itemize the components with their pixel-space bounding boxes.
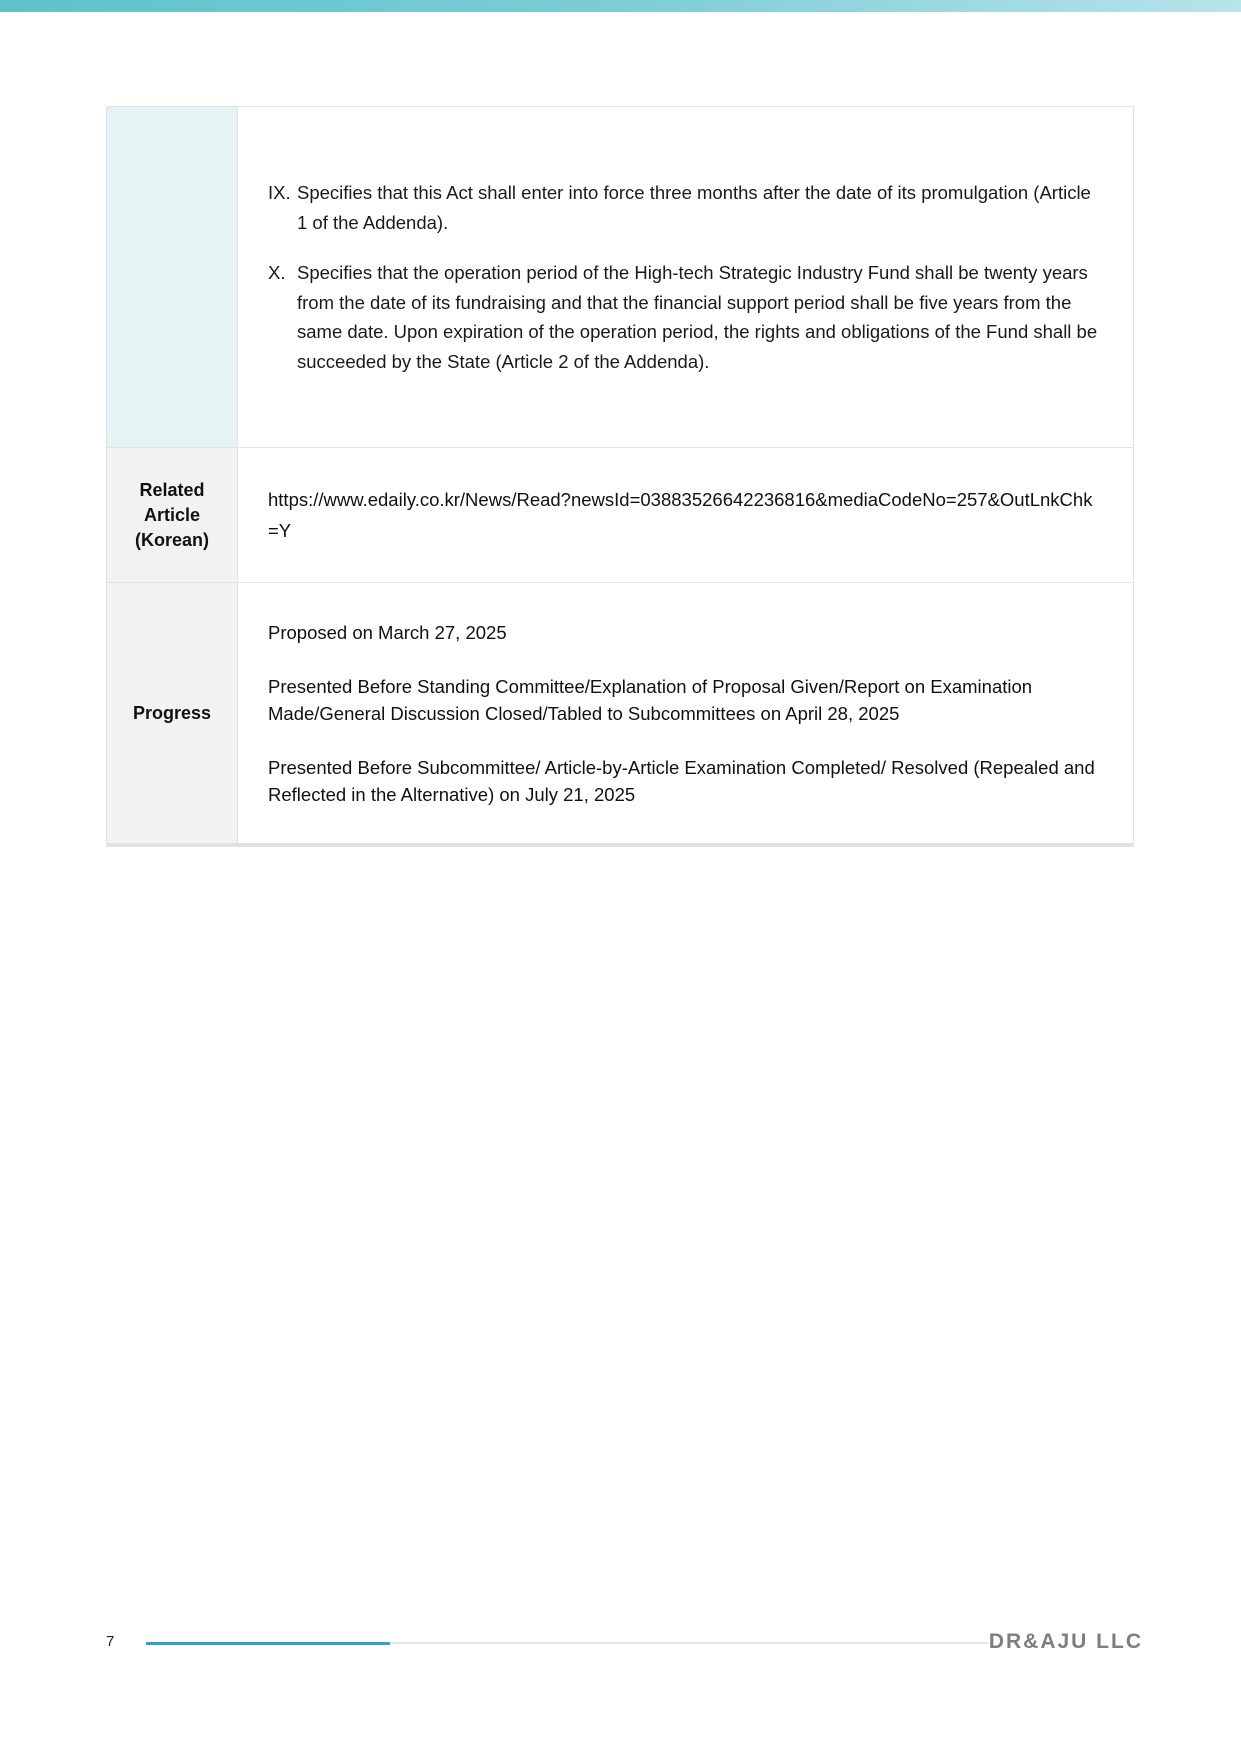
summary-label-cell	[107, 107, 238, 448]
progress-label: Progress	[107, 583, 238, 846]
table-row-progress	[107, 583, 1134, 846]
page-progress-fill	[146, 1642, 390, 1645]
list-item	[268, 178, 1105, 237]
top-accent-bar	[0, 0, 1241, 12]
progress-entry: Presented Before Subcommittee/ Article-by-Article Examination Completed/ Resolved (Repealed and Reflected in the Alternative) on July 21, 2025	[268, 756, 1095, 805]
list-item-text: Specifies that this Act shall enter into force three months after the date of its promulgation (Article 1 of the Addenda).	[297, 182, 1091, 233]
progress-entry: Presented Before Standing Committee/Explanation of Proposal Given/Report on Examination Made/General Discussion Closed/Tabled to Subcommittees on April 28, 2025	[268, 675, 1033, 724]
table-row-related-article	[107, 448, 1134, 583]
progress-entry: Proposed on March 27, 2025	[268, 621, 507, 643]
page-progress-bar	[146, 1642, 989, 1644]
related-article-label: Related Article (Korean)	[107, 448, 238, 583]
bill-details-table	[106, 106, 1134, 847]
related-article-link[interactable]: https://www.edaily.co.kr/News/Read?newsId=03883526642236816&mediaCodeNo=257&OutLnkChk=Y	[268, 489, 1093, 541]
related-article-value-cell	[238, 448, 1134, 583]
list-item-number: X.	[268, 262, 286, 283]
summary-value-cell	[238, 107, 1134, 448]
page-number: 7	[106, 1633, 115, 1650]
progress-value-cell	[238, 583, 1134, 846]
table-row-summary	[107, 107, 1134, 448]
list-item	[268, 258, 1105, 376]
summary-list	[268, 178, 1105, 376]
brand-logo-text: DR&AJU LLC	[988, 1630, 1143, 1653]
list-item-text: Specifies that the operation period of the High-tech Strategic Industry Fund shall be twenty years from the date of its fundraising and that the financial support period shall be five years from the same date. Upon expiration of the operation period, the rights and obligations of the Fund shall be succeeded by the State (Article 2 of the Addenda).	[297, 262, 1098, 372]
list-item-number: IX.	[268, 182, 291, 203]
